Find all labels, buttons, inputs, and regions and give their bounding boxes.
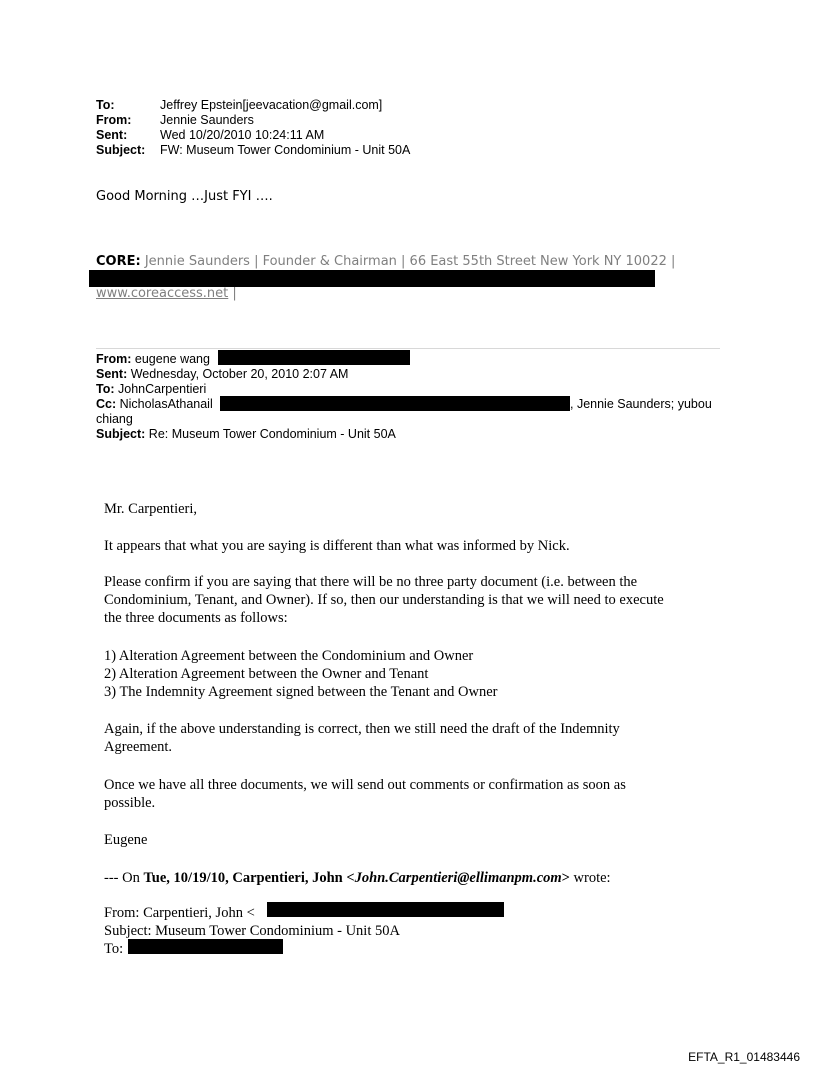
fwd-subject-label: Subject: — [96, 427, 146, 441]
sent-value: Wed 10/20/2010 10:24:11 AM — [160, 128, 325, 142]
paragraph-2-line-2: Condominium, Tenant, and Owner). If so, then our understanding is that we will need to execute — [104, 592, 664, 608]
from-value: Jennie Saunders — [160, 113, 254, 127]
to-label: To: — [96, 98, 115, 112]
subject-value: FW: Museum Tower Condominium - Unit 50A — [160, 143, 411, 157]
fwd-subject-line — [96, 427, 396, 442]
list-item: 1) Alteration Agreement between the Condominium and Owner — [104, 648, 474, 664]
redaction-bar — [89, 270, 655, 287]
fwd-from-value: eugene wang — [131, 352, 210, 366]
fwd-cc-tail: , Jennie Saunders; yubou — [570, 397, 712, 411]
fwd-to-line — [96, 382, 206, 397]
redaction-bar — [218, 350, 410, 365]
redaction-bar — [220, 396, 570, 411]
fwd-sent-value: Wednesday, October 20, 2010 2:07 AM — [127, 367, 349, 381]
quote-prefix: --- On — [104, 870, 144, 886]
signature-website-line — [96, 286, 237, 301]
quote-suffix: wrote: — [569, 870, 611, 886]
quoted-to-line: To: — [104, 941, 124, 957]
salutation: Mr. Carpentieri, — [104, 501, 198, 517]
paragraph-3-line-2: Agreement. — [104, 739, 173, 755]
quoted-from-line: From: Carpentieri, John < — [104, 905, 255, 921]
signature-details: Jennie Saunders | Founder & Chairman | 66 East 55th Street New York NY 10022 | — [140, 254, 676, 269]
signature-line — [96, 254, 675, 269]
fwd-sent-line — [96, 367, 348, 382]
fwd-to-label: To: — [96, 382, 115, 396]
redaction-bar — [128, 939, 283, 954]
paragraph-4-line-1: Once we have all three documents, we will send out comments or confirmation as soon as — [104, 777, 626, 793]
from-label: From: — [96, 113, 132, 127]
paragraph-2-line-1: Please confirm if you are saying that there will be no three party document (i.e. between the — [104, 574, 638, 590]
fwd-cc-value: NicholasAthanail — [116, 397, 213, 411]
quote-bracket: > — [561, 870, 570, 886]
fwd-to-value: JohnCarpentieri — [114, 382, 207, 396]
quoted-subject-line: Subject: Museum Tower Condominium - Unit 50A — [104, 923, 400, 939]
fwd-sent-label: Sent: — [96, 367, 128, 381]
paragraph-1: It appears that what you are saying is different than what was informed by Nick. — [104, 538, 570, 554]
redaction-bar — [267, 902, 504, 917]
greeting: Good Morning …Just FYI …. — [96, 189, 273, 204]
website-link[interactable]: www.coreaccess.net — [96, 286, 229, 301]
paragraph-4-line-2: possible. — [104, 795, 156, 811]
paragraph-2-line-3: the three documents as follows: — [104, 610, 288, 626]
fwd-from-label: From: — [96, 352, 132, 366]
list-item: 2) Alteration Agreement between the Owner and Tenant — [104, 666, 429, 682]
document-id: EFTA_R1_01483446 — [688, 1050, 800, 1064]
core-label: CORE: — [96, 254, 141, 269]
signoff: Eugene — [104, 832, 148, 848]
subject-label: Subject: — [96, 143, 146, 157]
fwd-subject-value: Re: Museum Tower Condominium - Unit 50A — [145, 427, 396, 441]
fwd-cc-label: Cc: — [96, 397, 117, 411]
list-item: 3) The Indemnity Agreement signed between the Tenant and Owner — [104, 684, 498, 700]
quote-author: Tue, 10/19/10, Carpentieri, John < — [143, 870, 355, 886]
quote-attribution — [104, 869, 611, 887]
fwd-from-line — [96, 352, 210, 367]
divider — [96, 348, 720, 349]
fwd-cc-line — [96, 397, 213, 412]
quote-email-link[interactable]: John.Carpentieri@ellimanpm.com — [354, 870, 562, 886]
sent-label: Sent: — [96, 128, 128, 142]
to-value: Jeffrey Epstein[jeevacation@gmail.com] — [160, 98, 383, 112]
fwd-cc-wrap: chiang — [96, 412, 133, 426]
website-suffix: | — [228, 286, 237, 301]
paragraph-3-line-1: Again, if the above understanding is correct, then we still need the draft of the Indemnity — [104, 721, 620, 737]
